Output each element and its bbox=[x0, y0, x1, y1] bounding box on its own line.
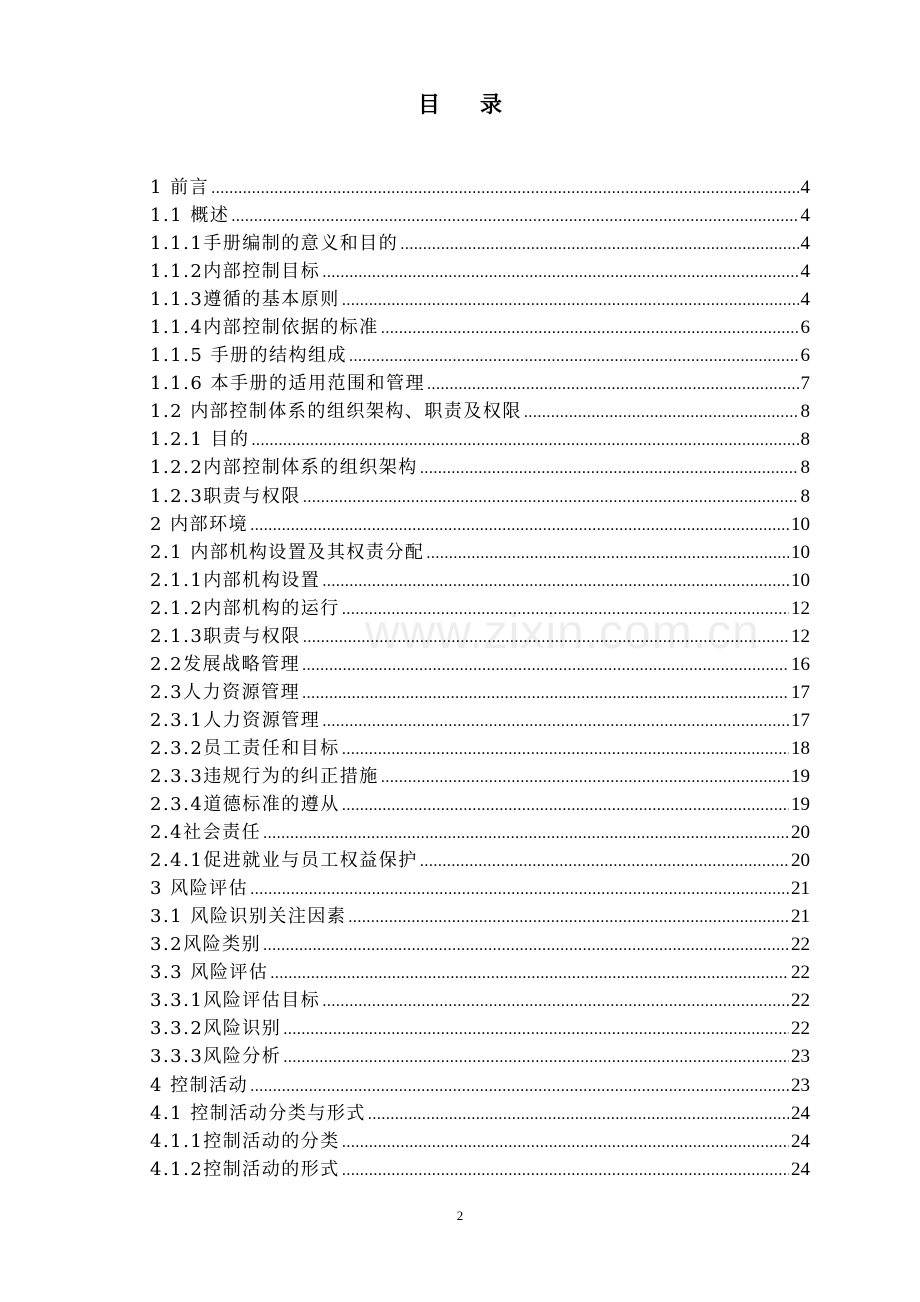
dot-leader bbox=[322, 988, 789, 1016]
toc-entry-page: 20 bbox=[791, 822, 810, 844]
toc-entry-page: 24 bbox=[791, 1130, 810, 1152]
toc-entry-page: 10 bbox=[791, 569, 810, 591]
toc-entry[interactable] bbox=[150, 1015, 810, 1043]
dot-leader bbox=[322, 708, 789, 736]
toc-entry-page: 22 bbox=[791, 934, 810, 956]
toc-entry[interactable] bbox=[150, 483, 810, 511]
toc-entry-label: 1.1.4内部控制依据的标准 bbox=[150, 317, 379, 339]
toc-entry-label: 2.2发展战略管理 bbox=[150, 653, 301, 675]
dot-leader bbox=[342, 1129, 789, 1157]
dot-leader bbox=[231, 203, 798, 231]
toc-entry-page: 4 bbox=[800, 261, 810, 283]
dot-leader bbox=[426, 540, 789, 568]
toc-entry-label: 3.3.2风险识别 bbox=[150, 1018, 282, 1040]
toc-entry-label: 1.1 概述 bbox=[150, 205, 230, 227]
dot-leader bbox=[400, 231, 798, 259]
toc-entry[interactable] bbox=[150, 539, 810, 567]
dot-leader bbox=[283, 1044, 789, 1072]
toc-entry-label: 1.2 内部控制体系的组织架构、职责及权限 bbox=[150, 401, 522, 423]
toc-entry[interactable] bbox=[150, 735, 810, 763]
toc-entry-page: 8 bbox=[800, 457, 810, 479]
toc-entry-label: 1.1.6 本手册的适用范围和管理 bbox=[150, 373, 426, 395]
toc-entry-label: 1.2.2内部控制体系的组织架构 bbox=[150, 457, 418, 479]
toc-entry-label: 1 前言 bbox=[150, 177, 210, 198]
dot-leader bbox=[348, 904, 789, 932]
dot-leader bbox=[427, 371, 798, 399]
toc-entry-label: 2.4.1促进就业与员工权益保护 bbox=[150, 850, 418, 872]
toc-entry-page: 8 bbox=[800, 429, 810, 451]
dot-leader bbox=[303, 484, 799, 512]
dot-leader bbox=[250, 512, 789, 540]
toc-entry-page: 17 bbox=[791, 709, 810, 731]
toc-entry[interactable] bbox=[150, 1156, 810, 1184]
toc-entry[interactable] bbox=[150, 1043, 810, 1071]
toc-entry-page: 22 bbox=[791, 990, 810, 1012]
dot-leader bbox=[211, 175, 798, 203]
toc-entry[interactable] bbox=[150, 342, 810, 370]
toc-entry-page: 21 bbox=[791, 878, 810, 900]
toc-entry[interactable] bbox=[150, 567, 810, 595]
toc-entry-label: 3 风险评估 bbox=[150, 878, 249, 900]
toc-entry-label: 1.1.5 手册的结构组成 bbox=[150, 345, 348, 367]
toc-entry[interactable] bbox=[150, 202, 810, 230]
toc-entry-label: 2.1 内部机构设置及其权责分配 bbox=[150, 541, 425, 563]
toc-entry-label: 2.3.2员工责任和目标 bbox=[150, 737, 340, 759]
dot-leader bbox=[322, 259, 798, 287]
dot-leader bbox=[381, 315, 799, 343]
toc-entry-page: 4 bbox=[800, 205, 810, 227]
toc-entry-label: 2.3.1人力资源管理 bbox=[150, 709, 321, 731]
toc-entry[interactable] bbox=[150, 230, 810, 258]
toc-entry[interactable] bbox=[150, 1128, 810, 1156]
toc-entry-label: 2.4社会责任 bbox=[150, 822, 262, 844]
toc-entry[interactable] bbox=[150, 987, 810, 1015]
watermark: www.zixin.com.cn bbox=[365, 606, 760, 659]
dot-leader bbox=[252, 427, 799, 455]
dot-leader bbox=[270, 960, 789, 988]
dot-leader bbox=[342, 792, 789, 820]
toc-entry-page: 16 bbox=[791, 653, 810, 675]
dot-leader bbox=[263, 820, 789, 848]
toc-entry-label: 2.1.3职责与权限 bbox=[150, 625, 301, 647]
toc-entry-page: 19 bbox=[791, 794, 810, 816]
toc-title: 目录 bbox=[417, 92, 542, 118]
toc-entry-page: 8 bbox=[800, 401, 810, 423]
toc-entry-label: 3.2风险类别 bbox=[150, 934, 262, 956]
toc-entry[interactable] bbox=[150, 707, 810, 735]
toc-entry-label: 4 控制活动 bbox=[150, 1074, 249, 1096]
toc-entry-page: 12 bbox=[791, 597, 810, 619]
toc-entry[interactable] bbox=[150, 679, 810, 707]
dot-leader bbox=[283, 1016, 789, 1044]
toc-entry[interactable] bbox=[150, 791, 810, 819]
dot-leader bbox=[263, 932, 789, 960]
dot-leader bbox=[250, 1073, 789, 1101]
toc-entry-label: 2.3.3违规行为的纠正措施 bbox=[150, 765, 379, 787]
dot-leader bbox=[420, 455, 799, 483]
toc-entry[interactable] bbox=[150, 875, 810, 903]
toc-entry[interactable] bbox=[150, 174, 810, 202]
dot-leader bbox=[342, 736, 789, 764]
toc-entry-page: 4 bbox=[800, 233, 810, 255]
toc-entry[interactable] bbox=[150, 931, 810, 959]
toc-entry-page: 23 bbox=[791, 1074, 810, 1096]
dot-leader bbox=[524, 399, 799, 427]
toc-entry-page: 4 bbox=[800, 177, 810, 198]
toc-entry-label: 4.1.2控制活动的形式 bbox=[150, 1158, 340, 1180]
toc-entry-label: 1.1.3遵循的基本原则 bbox=[150, 289, 340, 311]
toc-entry-label: 3.3.1风险评估目标 bbox=[150, 990, 321, 1012]
toc-entry-page: 6 bbox=[800, 317, 810, 339]
toc-entry[interactable] bbox=[150, 426, 810, 454]
toc-entry[interactable] bbox=[150, 847, 810, 875]
toc-entry-page: 24 bbox=[791, 1102, 810, 1124]
toc-entry-label: 1.2.1 目的 bbox=[150, 429, 250, 451]
dot-leader bbox=[349, 343, 798, 371]
page-number: 2 bbox=[456, 1208, 464, 1223]
toc-entry[interactable] bbox=[150, 903, 810, 931]
toc-entry[interactable] bbox=[150, 314, 810, 342]
toc-entry-page: 17 bbox=[791, 681, 810, 703]
toc-entry-page: 24 bbox=[791, 1158, 810, 1180]
dot-leader bbox=[381, 764, 789, 792]
toc-entry-label: 3.3 风险评估 bbox=[150, 962, 269, 984]
dot-leader bbox=[302, 680, 789, 708]
toc-entry-page: 20 bbox=[791, 850, 810, 872]
toc-entry-label: 2 内部环境 bbox=[150, 513, 249, 535]
dot-leader bbox=[420, 848, 789, 876]
toc-entry[interactable] bbox=[150, 959, 810, 987]
toc-entry-label: 4.1.1控制活动的分类 bbox=[150, 1130, 340, 1152]
toc-entry[interactable] bbox=[150, 454, 810, 482]
toc-entry-label: 3.1 风险识别关注因素 bbox=[150, 906, 347, 928]
toc-entry-page: 23 bbox=[791, 1046, 810, 1068]
toc-entry-page: 12 bbox=[791, 625, 810, 647]
toc-entry[interactable] bbox=[150, 1072, 810, 1100]
toc-entry-label: 1.2.3职责与权限 bbox=[150, 485, 301, 507]
toc-entry[interactable] bbox=[150, 1100, 810, 1128]
toc-entry-label: 2.1.2内部机构的运行 bbox=[150, 597, 340, 619]
toc-entry-page: 10 bbox=[791, 513, 810, 535]
dot-leader bbox=[368, 1101, 789, 1129]
toc-entry-label: 3.3.3风险分析 bbox=[150, 1046, 282, 1068]
toc-entry[interactable] bbox=[150, 286, 810, 314]
toc-entry[interactable] bbox=[150, 398, 810, 426]
toc-entry[interactable] bbox=[150, 511, 810, 539]
toc-entry[interactable] bbox=[150, 258, 810, 286]
toc-entry-page: 6 bbox=[800, 345, 810, 367]
toc-entry-label: 2.3人力资源管理 bbox=[150, 681, 301, 703]
toc-entry[interactable] bbox=[150, 819, 810, 847]
toc-entry-label: 1.1.2内部控制目标 bbox=[150, 261, 321, 283]
toc-entry-page: 7 bbox=[800, 373, 810, 395]
toc-entry-label: 2.3.4道德标准的遵从 bbox=[150, 794, 340, 816]
toc-entry-page: 10 bbox=[791, 541, 810, 563]
toc-entry-page: 4 bbox=[800, 289, 810, 311]
toc-entry-page: 21 bbox=[791, 906, 810, 928]
dot-leader bbox=[322, 568, 789, 596]
dot-leader bbox=[342, 287, 799, 315]
dot-leader bbox=[250, 876, 789, 904]
table-of-contents bbox=[150, 174, 810, 1184]
dot-leader bbox=[342, 1157, 789, 1185]
toc-entry-page: 22 bbox=[791, 962, 810, 984]
toc-entry-page: 8 bbox=[800, 485, 810, 507]
toc-entry-page: 22 bbox=[791, 1018, 810, 1040]
toc-entry-page: 19 bbox=[791, 765, 810, 787]
toc-entry-label: 4.1 控制活动分类与形式 bbox=[150, 1102, 366, 1124]
toc-entry-page: 18 bbox=[791, 737, 810, 759]
toc-entry-label: 1.1.1手册编制的意义和目的 bbox=[150, 233, 399, 255]
toc-entry[interactable] bbox=[150, 763, 810, 791]
toc-entry[interactable] bbox=[150, 370, 810, 398]
toc-entry-label: 2.1.1内部机构设置 bbox=[150, 569, 321, 591]
